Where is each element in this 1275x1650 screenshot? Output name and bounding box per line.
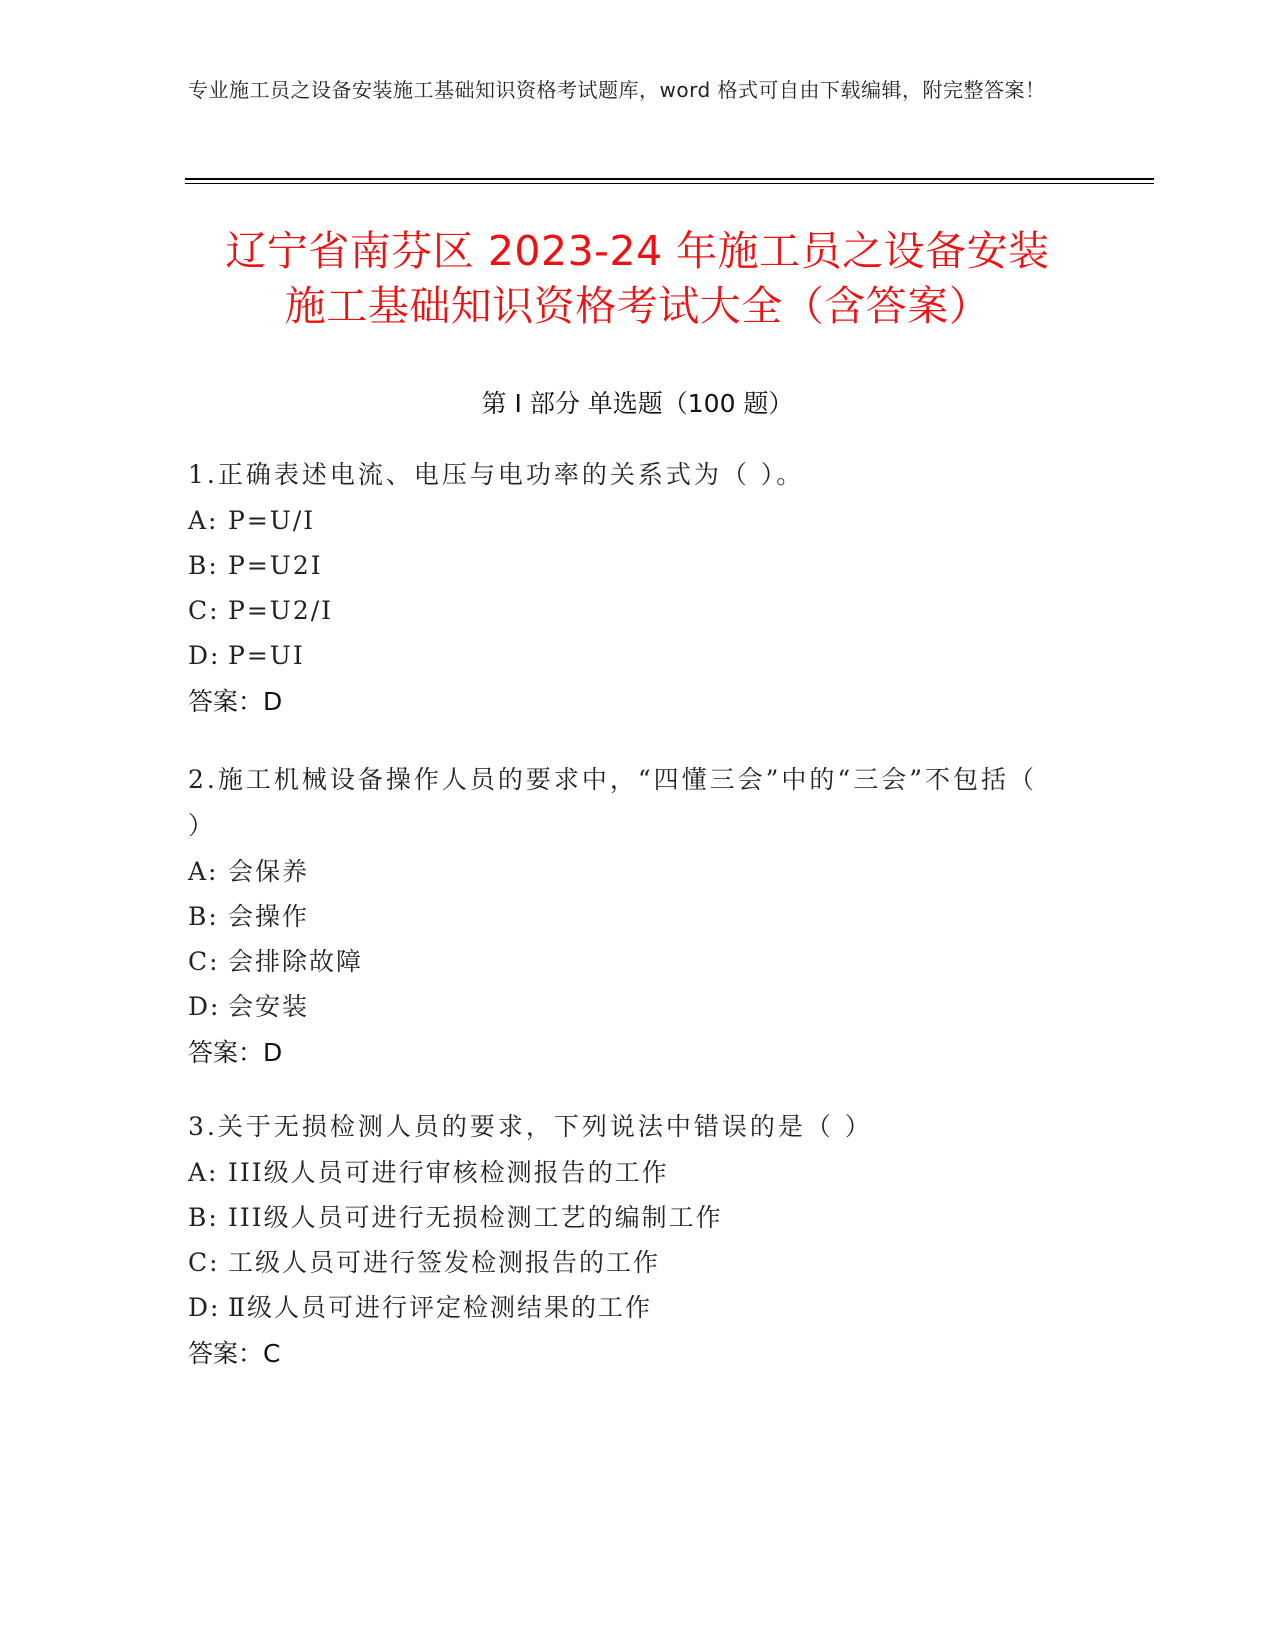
header-note: 专业施工员之设备安装施工基础知识资格考试题库，word 格式可自由下载编辑，附完整答案！ — [188, 78, 1046, 102]
option-label: A: — [188, 506, 219, 535]
option-label: B: — [188, 551, 219, 580]
option-text: P=U2I — [228, 551, 323, 580]
option-label: D: — [188, 641, 221, 670]
option-label: D: — [188, 1293, 221, 1322]
question-1 — [188, 452, 1088, 725]
option-text: III级人员可进行审核检测报告的工作 — [228, 1158, 669, 1187]
option-text: III级人员可进行无损检测工艺的编制工作 — [228, 1203, 723, 1232]
answer: 答案：D — [188, 687, 283, 716]
option-d — [188, 633, 1088, 678]
option-text: 工级人员可进行签发检测报告的工作 — [228, 1248, 661, 1277]
option-label: B: — [188, 902, 219, 931]
option-label: C: — [188, 596, 220, 625]
option-text: P=U2/I — [228, 596, 334, 625]
question-stem: 3.关于无损检测人员的要求，下列说法中错误的是（ ） — [188, 1112, 873, 1141]
option-label: C: — [188, 1248, 220, 1277]
option-a — [188, 1150, 1088, 1195]
option-c — [188, 588, 1088, 633]
question-stem: 2.施工机械设备操作人员的要求中，“四懂三会”中的“三会”不包括（ ） — [188, 765, 1037, 840]
option-d — [188, 984, 1038, 1029]
answer: 答案：D — [188, 1038, 283, 1067]
option-b — [188, 894, 1038, 939]
option-text: 会保养 — [228, 857, 310, 886]
option-text: 会操作 — [228, 902, 310, 931]
option-c — [188, 1240, 1088, 1285]
option-text: P=U/I — [228, 506, 316, 535]
question-2 — [188, 757, 1038, 1076]
option-a — [188, 849, 1038, 894]
document-title — [160, 224, 1115, 334]
section-heading: 第 I 部分 单选题（100 题） — [481, 389, 794, 418]
option-text: P=UI — [228, 641, 305, 670]
option-label: D: — [188, 992, 221, 1021]
question-3 — [188, 1104, 1088, 1377]
option-label: A: — [188, 857, 219, 886]
option-label: A: — [188, 1158, 219, 1187]
option-text: 会排除故障 — [228, 947, 364, 976]
option-c — [188, 939, 1038, 984]
question-stem: 1.正确表述电流、电压与电功率的关系式为（ ）。 — [188, 460, 805, 489]
header-divider-thin — [185, 183, 1154, 184]
header-divider-thick — [185, 178, 1154, 180]
option-d — [188, 1285, 1088, 1330]
title-line-1: 辽宁省南芬区 2023-24 年施工员之设备安装 — [225, 227, 1050, 275]
option-text: 会安装 — [228, 992, 310, 1021]
option-text: Ⅱ级人员可进行评定检测结果的工作 — [228, 1293, 652, 1322]
title-line-2: 施工基础知识资格考试大全（含答案） — [284, 282, 991, 330]
answer: 答案：C — [188, 1339, 281, 1368]
option-a — [188, 498, 1088, 543]
option-label: B: — [188, 1203, 219, 1232]
option-label: C: — [188, 947, 220, 976]
option-b — [188, 543, 1088, 588]
option-b — [188, 1195, 1088, 1240]
